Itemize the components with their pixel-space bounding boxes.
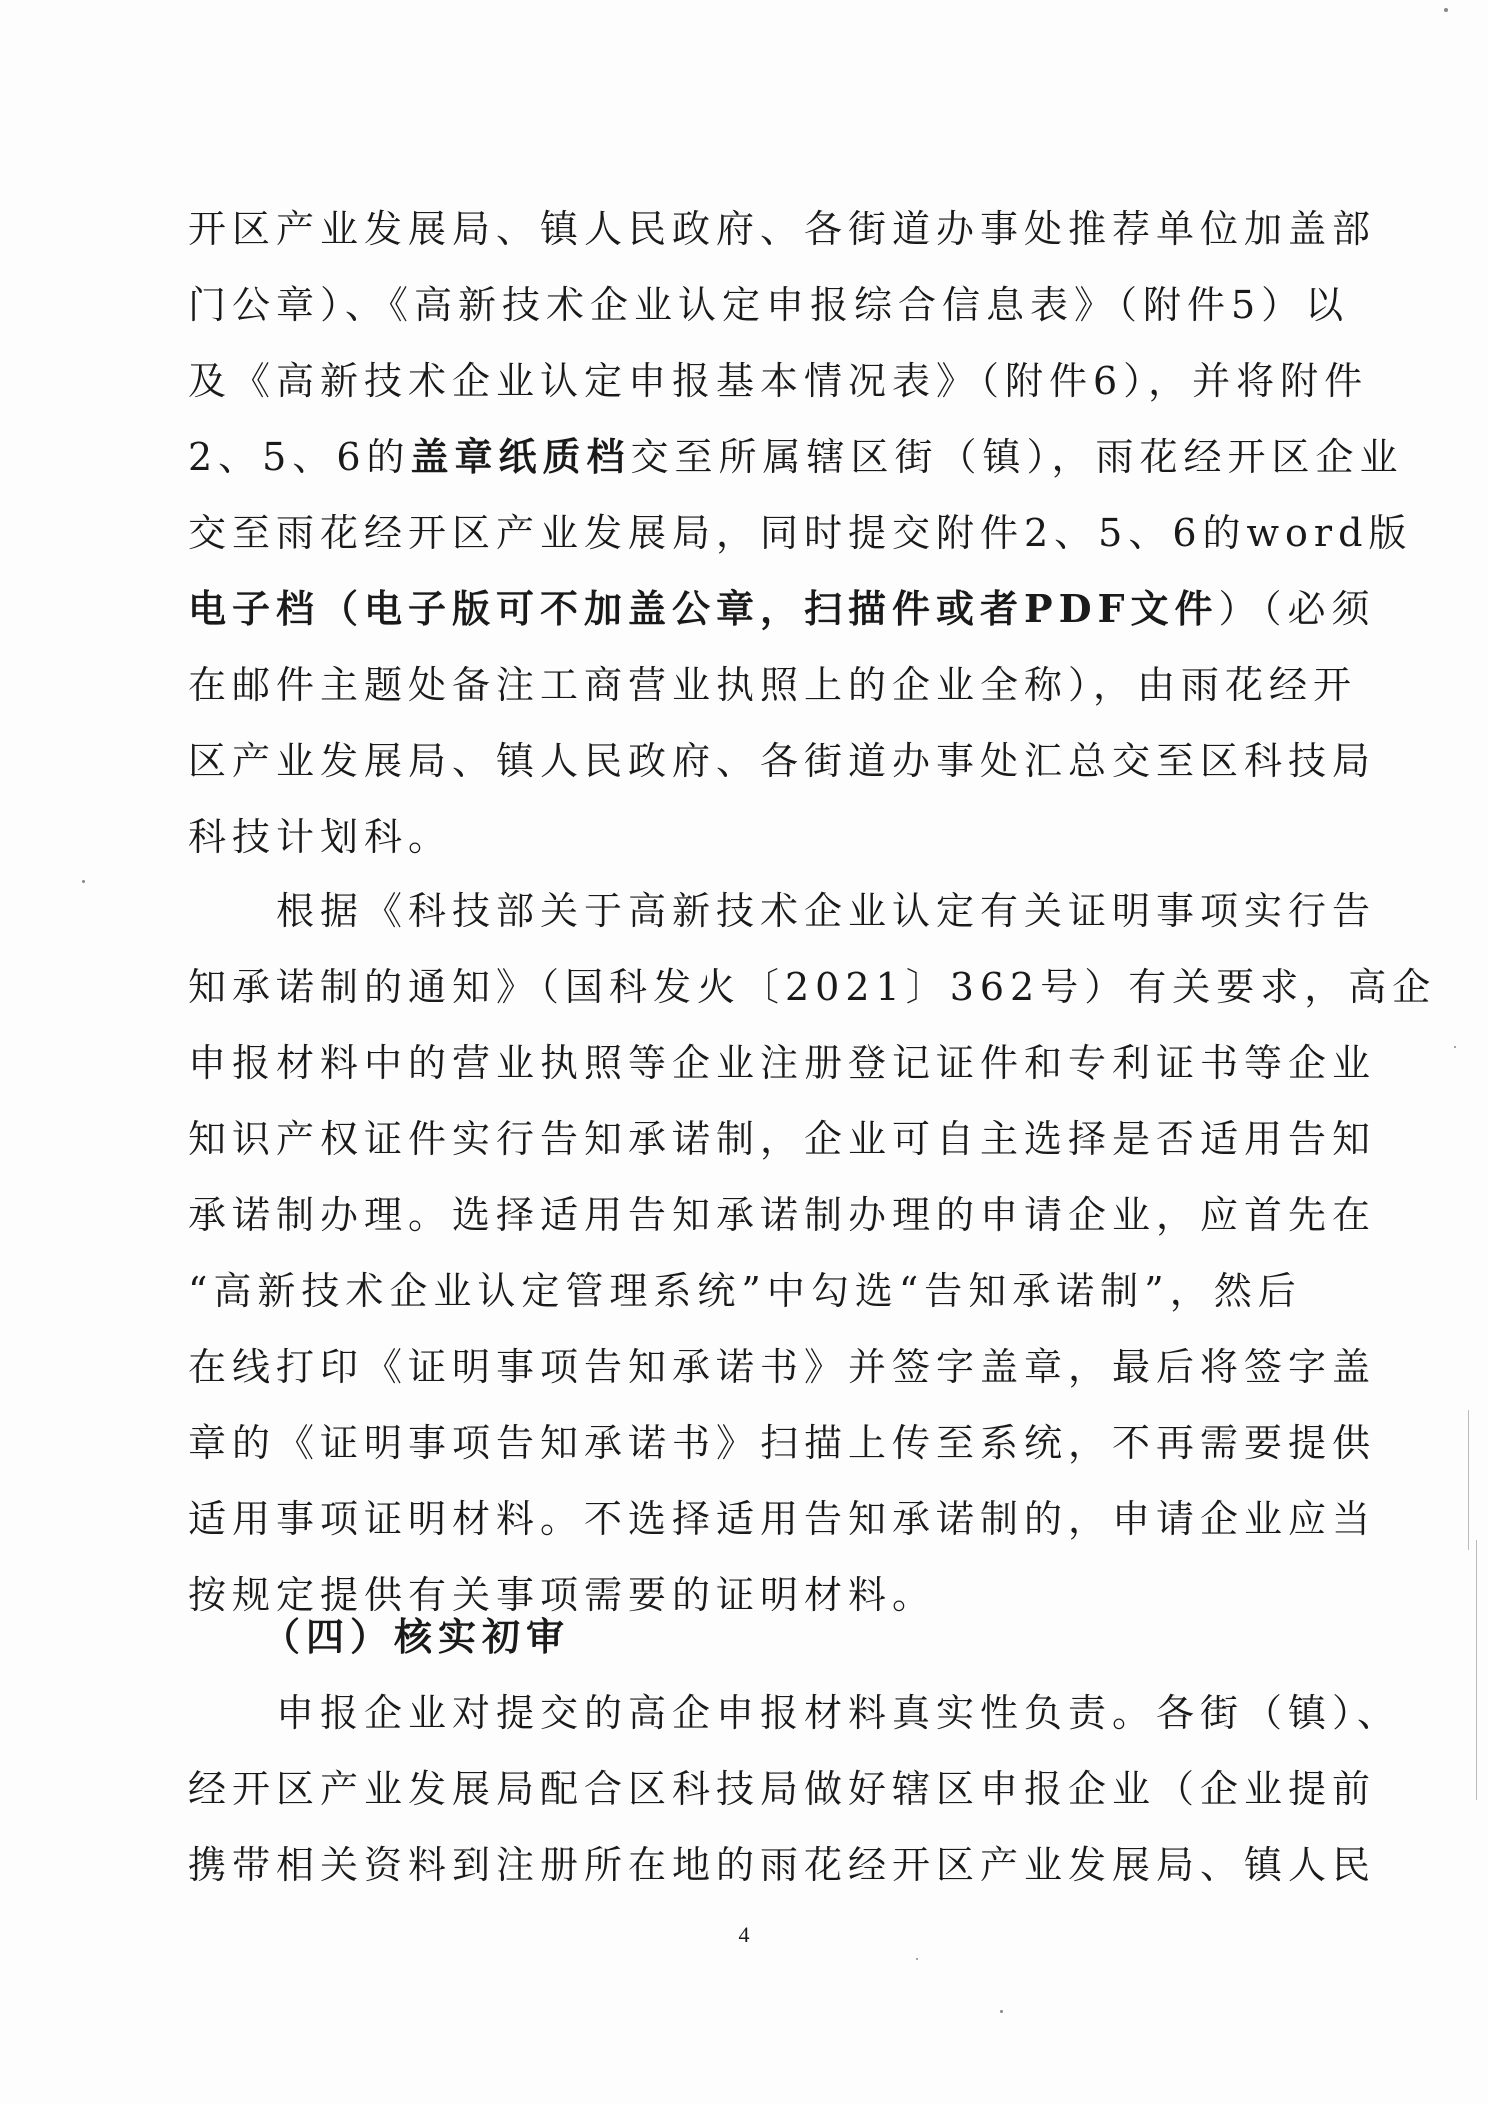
scan-speck: [1454, 1046, 1456, 1048]
text-line: [188, 1765, 1377, 1813]
text-segment: 及《高新技术企业认定申报基本情况表》（附件6），并将附件: [188, 359, 1369, 403]
text-segment: 承诺制办理。选择适用告知承诺制办理的申请企业，应首先在: [188, 1193, 1377, 1237]
scan-speck: [916, 1958, 918, 1960]
text-line: [188, 1343, 1377, 1391]
text-line: [188, 281, 1350, 329]
section-heading: （四）核实初审: [262, 1614, 571, 1659]
text-segment: 门公章）、《高新技术企业认定申报综合信息表》（附件5）以: [188, 283, 1350, 327]
text-line: [188, 205, 1377, 253]
text-segment: 在线打印《证明事项告知承诺书》并签字盖章，最后将签字盖: [188, 1345, 1377, 1389]
text-line: [188, 357, 1369, 405]
text-segment: 科技计划科。: [188, 815, 453, 859]
text-segment: 章的《证明事项告知承诺书》扫描上传至系统，不再需要提供: [188, 1421, 1377, 1465]
text-segment: 交至雨花经开区产业发展局，同时提交附件2、5、6的word版: [188, 511, 1413, 555]
text-segment: 2、5、6的: [188, 435, 411, 479]
page-number: 4: [738, 1922, 750, 1947]
text-line: [188, 1689, 1402, 1737]
text-segment: ）（必须: [1218, 587, 1376, 631]
text-segment: 在邮件主题处备注工商营业执照上的企业全称），由雨花经开: [188, 663, 1358, 707]
text-line: [188, 963, 1437, 1011]
text-line: [188, 1267, 1302, 1315]
text-line: [188, 1571, 1268, 1619]
text-line: [188, 1191, 1377, 1239]
text-segment: “高新技术企业认定管理系统”中勾选“告知承诺制”，然后: [188, 1269, 1302, 1313]
text-line: [188, 585, 1376, 633]
text-line: [188, 433, 1404, 481]
text-line: [188, 661, 1358, 709]
scan-speck: [1000, 2010, 1003, 2013]
bold-text-segment: 盖章纸质档: [410, 434, 631, 479]
text-segment: 根据《科技部关于高新技术企业认定有关证明事项实行告: [188, 889, 1377, 933]
text-line: [188, 1115, 1377, 1163]
text-segment: 开区产业发展局、镇人民政府、各街道办事处推荐单位加盖部: [188, 207, 1377, 251]
text-line: [188, 1841, 1377, 1889]
text-line: [188, 1039, 1377, 1087]
text-line: [188, 1419, 1377, 1467]
bold-text-segment: 电子档（: [188, 586, 365, 631]
text-segment: 交至所属辖区街（镇），雨花经开区企业: [630, 435, 1404, 479]
scan-speck: [1444, 8, 1448, 12]
text-segment: 申报材料中的营业执照等企业注册登记证件和专利证书等企业: [188, 1041, 1377, 1085]
text-segment: 按规定提供有关事项需要的证明材料。: [188, 1573, 937, 1617]
text-line: [188, 509, 1413, 557]
scan-speck: [82, 880, 85, 883]
text-line: [188, 813, 1268, 861]
text-segment: 适用事项证明材料。不选择适用告知承诺制的，申请企业应当: [188, 1497, 1377, 1541]
scan-edge-mark: [1468, 1410, 1469, 1550]
text-segment: 知承诺制的通知》（国科发火〔2021〕362号）有关要求，高企: [188, 965, 1437, 1009]
text-segment: 申报企业对提交的高企申报材料真实性负责。各街（镇）、: [188, 1691, 1402, 1735]
text-segment: 携带相关资料到注册所在地的雨花经开区产业发展局、镇人民: [188, 1843, 1377, 1887]
text-line: [188, 1495, 1377, 1543]
text-line: [188, 887, 1377, 935]
scan-edge-mark: [1476, 1540, 1477, 1800]
text-line: [188, 737, 1377, 785]
text-segment: 知识产权证件实行告知承诺制，企业可自主选择是否适用告知: [188, 1117, 1377, 1161]
text-segment: 区产业发展局、镇人民政府、各街道办事处汇总交至区科技局: [188, 739, 1377, 783]
bold-text-segment: 电子版可不加盖公章，扫描件或者PDF文件: [364, 586, 1219, 631]
text-segment: 经开区产业发展局配合区科技局做好辖区申报企业（企业提前: [188, 1767, 1377, 1811]
